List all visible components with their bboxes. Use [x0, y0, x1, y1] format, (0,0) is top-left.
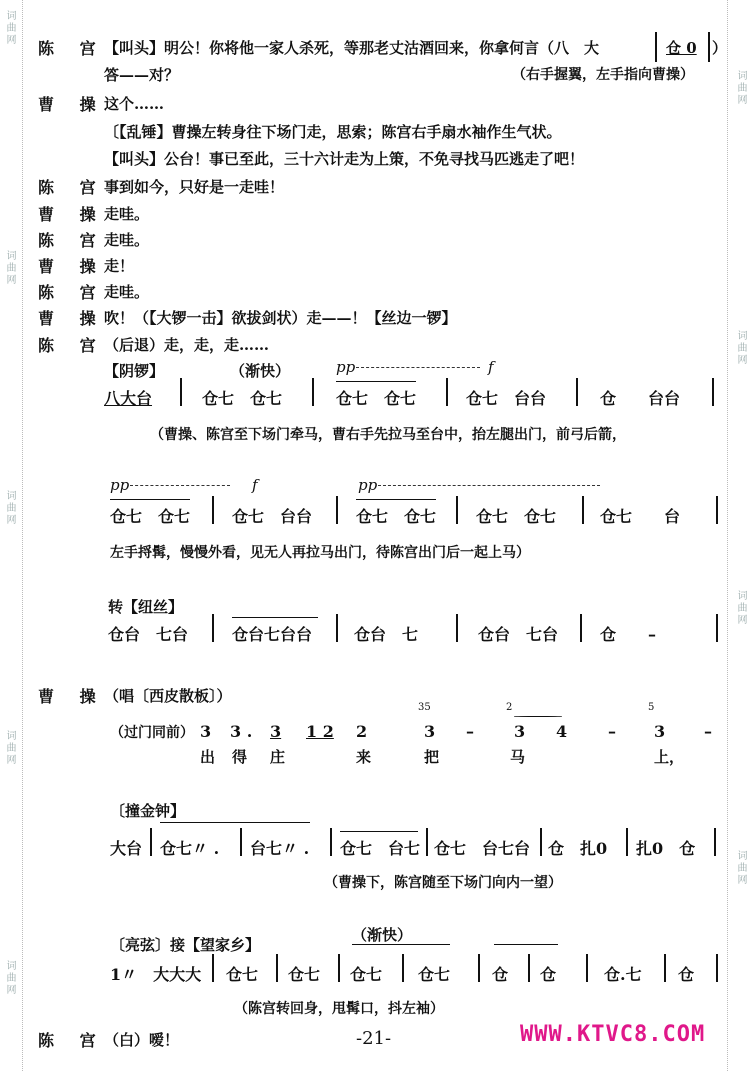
intro-note: （过门同前） — [110, 725, 194, 741]
tie-slur — [232, 617, 318, 618]
dialogue-line: 【叫头】明公！你将他一家人杀死，等那老丈沽酒回来，你拿何言（八 大 — [104, 39, 600, 57]
stage-direction: 〔【乱锤】曹操左转身往下场门走，思索；陈宫右手扇水袖作生气状。 — [104, 123, 562, 141]
tie-slur — [336, 381, 416, 382]
jianpu-note: 1 2 — [306, 722, 334, 741]
percussion-measure: 仓七 仓七 — [356, 507, 437, 526]
bar-line — [528, 954, 530, 982]
jianpu-note: – — [466, 722, 474, 741]
percussion-measure: 八大台 — [104, 389, 153, 408]
dialogue-line: 事到如今，只好是一走哇！ — [104, 178, 285, 196]
section-label: 转【纽丝】 — [108, 598, 184, 616]
tempo-marking: （渐快） — [352, 926, 413, 944]
stage-direction: （陈宫转回身，甩髯口，抖左袖） — [234, 1001, 444, 1017]
speaker-label: 陈 宫 — [38, 231, 106, 250]
side-watermark: 词曲网 — [735, 70, 746, 106]
percussion-measure: 仓 — [540, 965, 557, 984]
percussion-measure: 仓台七台台 — [232, 625, 313, 644]
bar-line — [540, 828, 542, 856]
side-watermark: 词曲网 — [4, 960, 15, 996]
page-number: -21- — [356, 1028, 392, 1049]
jianpu-note: 3 — [270, 722, 282, 741]
percussion-measure: 仓七 仓七 — [202, 389, 283, 408]
side-watermark: 词曲网 — [4, 10, 15, 46]
watermark-url: WWW.KTVC8.COM — [520, 1022, 706, 1047]
dynamic-f: f — [488, 358, 494, 376]
bar-line — [708, 32, 710, 62]
bar-line — [716, 954, 718, 982]
bar-line — [338, 954, 340, 982]
tie-slur — [356, 499, 436, 500]
side-watermark: 词曲网 — [735, 330, 746, 366]
bar-line — [212, 614, 214, 642]
lyric-char: 马 — [510, 748, 526, 766]
percussion-measure: 仓 — [492, 965, 509, 984]
dialogue-line: 走！ — [104, 257, 135, 275]
bar-line — [446, 378, 448, 406]
stage-direction: （右手握翼，左手指向曹操） — [512, 67, 694, 83]
dialogue-line: 走哇。 — [104, 205, 150, 223]
side-watermark: 词曲网 — [735, 590, 746, 626]
tie-slur — [110, 499, 190, 500]
bar-line — [456, 496, 458, 524]
dynamic-dash — [130, 485, 230, 486]
speaker-label: 陈 宫 — [38, 39, 106, 58]
percussion-measure: 扎0 仓 — [636, 839, 696, 858]
tie-slur — [514, 716, 562, 717]
bar-line — [336, 496, 338, 524]
speaker-label: 曹 操 — [38, 687, 106, 706]
dialogue-line: 走哇。 — [104, 231, 150, 249]
side-watermark: 词曲网 — [735, 850, 746, 886]
dynamic-pp: pp — [110, 476, 130, 494]
side-watermark: 词曲网 — [4, 490, 15, 526]
dialogue-line: 吹！（【大锣一击】欲拔剑状）走——！【丝边一锣】 — [104, 309, 457, 327]
dynamic-pp: pp — [358, 476, 378, 494]
dialogue-line: 仓 0 — [666, 39, 697, 57]
bar-line — [580, 614, 582, 642]
percussion-measure: 仓七 — [226, 965, 259, 984]
percussion-measure: 仓七 台七台 — [434, 839, 531, 858]
bar-line — [212, 496, 214, 524]
dialogue-line: 答——对？ — [104, 66, 180, 84]
bar-line — [330, 828, 332, 856]
tie-slur — [160, 822, 310, 823]
bar-line — [716, 614, 718, 642]
percussion-measure: 仓七 台台 — [232, 507, 313, 526]
percussion-measure: 仓七 仓七 — [476, 507, 557, 526]
dialogue-line: 这个…… — [104, 95, 165, 113]
speaker-label: 陈 宫 — [38, 283, 106, 302]
percussion-measure: 仓台 七台 — [478, 625, 559, 644]
bar-line — [714, 828, 716, 856]
jianpu-note: 4 — [556, 722, 568, 741]
lyric-char: 来 — [356, 748, 372, 766]
jianpu-note: 3 — [514, 722, 526, 741]
right-margin-rule — [727, 0, 728, 1071]
left-margin-rule — [22, 0, 23, 1071]
bar-line — [402, 954, 404, 982]
stage-direction: 左手捋髯，慢慢外看，见无人再拉马出门，待陈宫出门后一起上马） — [110, 545, 530, 561]
dynamic-dash — [356, 367, 480, 368]
percussion-measure: 仓七 — [418, 965, 451, 984]
bar-line — [716, 496, 718, 524]
speaker-label: 陈 宫 — [38, 1031, 106, 1050]
percussion-measure: 仓七 仓七 — [110, 507, 191, 526]
bar-line — [240, 828, 242, 856]
lyric-char: 把 — [424, 748, 440, 766]
speaker-label: 陈 宫 — [38, 336, 106, 355]
speaker-label: 曹 操 — [38, 309, 106, 328]
percussion-measure: 仓七 台 — [600, 507, 681, 526]
bar-line — [655, 32, 657, 62]
jianpu-note: – — [608, 722, 616, 741]
stage-direction: （曹操下，陈宫随至下场门向内一望） — [324, 875, 562, 891]
lyric-char: 得 — [232, 748, 248, 766]
jianpu-note: – — [704, 722, 712, 741]
jianpu-note: 3 — [424, 722, 436, 741]
bar-line — [336, 614, 338, 642]
bar-line — [150, 828, 152, 856]
dialogue-line: （后退）走，走，走…… — [104, 336, 270, 354]
side-watermark: 词曲网 — [4, 250, 15, 286]
bar-line — [212, 954, 214, 982]
tie-slur — [352, 944, 450, 945]
dynamic-f: f — [252, 476, 258, 494]
dialogue-line: 【叫头】公台！事已至此，三十六计走为上策，不免寻找马匹逃走了吧！ — [104, 150, 585, 168]
percussion-measure: 仓七 — [350, 965, 383, 984]
stage-direction: （曹操、陈宫至下场门牵马，曹右手先拉马至台中，抬左腿出门，前弓后箭， — [150, 427, 626, 443]
tie-slur — [494, 944, 558, 945]
sing-direction: （唱〔西皮散板〕） — [104, 687, 232, 705]
grace-note: 35 — [418, 702, 431, 713]
side-watermark: 词曲网 — [4, 730, 15, 766]
jianpu-note: 3 — [200, 722, 212, 741]
dialogue-line: ） — [712, 39, 728, 57]
jianpu-note: 3 . — [230, 722, 253, 741]
section-label: 〔撞金钟】 — [110, 802, 186, 820]
speaker-label: 陈 宫 — [38, 178, 106, 197]
bar-line — [576, 378, 578, 406]
percussion-measure: 1〃 大大大 — [110, 965, 202, 984]
percussion-measure: 仓七 台台 — [466, 389, 547, 408]
bar-line — [582, 496, 584, 524]
dialogue-line: （白）嗳！ — [104, 1031, 180, 1049]
jianpu-note: 3 — [654, 722, 666, 741]
percussion-measure: 仓.七 — [604, 965, 642, 984]
bar-line — [312, 378, 314, 406]
bar-line — [456, 614, 458, 642]
speaker-label: 曹 操 — [38, 205, 106, 224]
jianpu-note: 2 — [356, 722, 368, 741]
bar-line — [712, 378, 714, 406]
tempo-marking: （渐快） — [230, 362, 291, 380]
percussion-measure: 大台 — [110, 839, 143, 858]
dynamic-dash — [378, 485, 600, 486]
percussion-measure: 仓 扎0 — [548, 839, 608, 858]
bar-line — [180, 378, 182, 406]
percussion-measure: 仓 – — [600, 625, 657, 644]
dialogue-line: 走哇。 — [104, 283, 150, 301]
bar-line — [626, 828, 628, 856]
bar-line — [426, 828, 428, 856]
grace-note: 5 — [648, 702, 655, 713]
percussion-measure: 仓七〃 . — [160, 839, 220, 858]
bar-line — [276, 954, 278, 982]
percussion-measure: 仓 台台 — [600, 389, 681, 408]
lyric-char: 上， — [654, 748, 685, 766]
percussion-measure: 仓台 七台 — [108, 625, 189, 644]
bar-line — [664, 954, 666, 982]
speaker-label: 曹 操 — [38, 95, 106, 114]
percussion-measure: 仓台 七 — [354, 625, 419, 644]
percussion-measure: 台七〃 . — [250, 839, 310, 858]
section-label: 〔亮弦〕接【望家乡】 — [110, 936, 261, 954]
percussion-measure: 仓七 — [288, 965, 321, 984]
grace-note: 2 — [506, 702, 513, 713]
speaker-label: 曹 操 — [38, 257, 106, 276]
bar-line — [586, 954, 588, 982]
lyric-char: 出 — [200, 748, 216, 766]
section-label: 【阴锣】 — [104, 362, 165, 380]
percussion-measure: 仓七 仓七 — [336, 389, 417, 408]
tie-slur — [340, 831, 418, 832]
bar-line — [478, 954, 480, 982]
lyric-char: 庄 — [270, 748, 286, 766]
percussion-measure: 仓七 台七 — [340, 839, 421, 858]
dynamic-pp: pp — [336, 358, 356, 376]
percussion-measure: 仓 — [678, 965, 695, 984]
